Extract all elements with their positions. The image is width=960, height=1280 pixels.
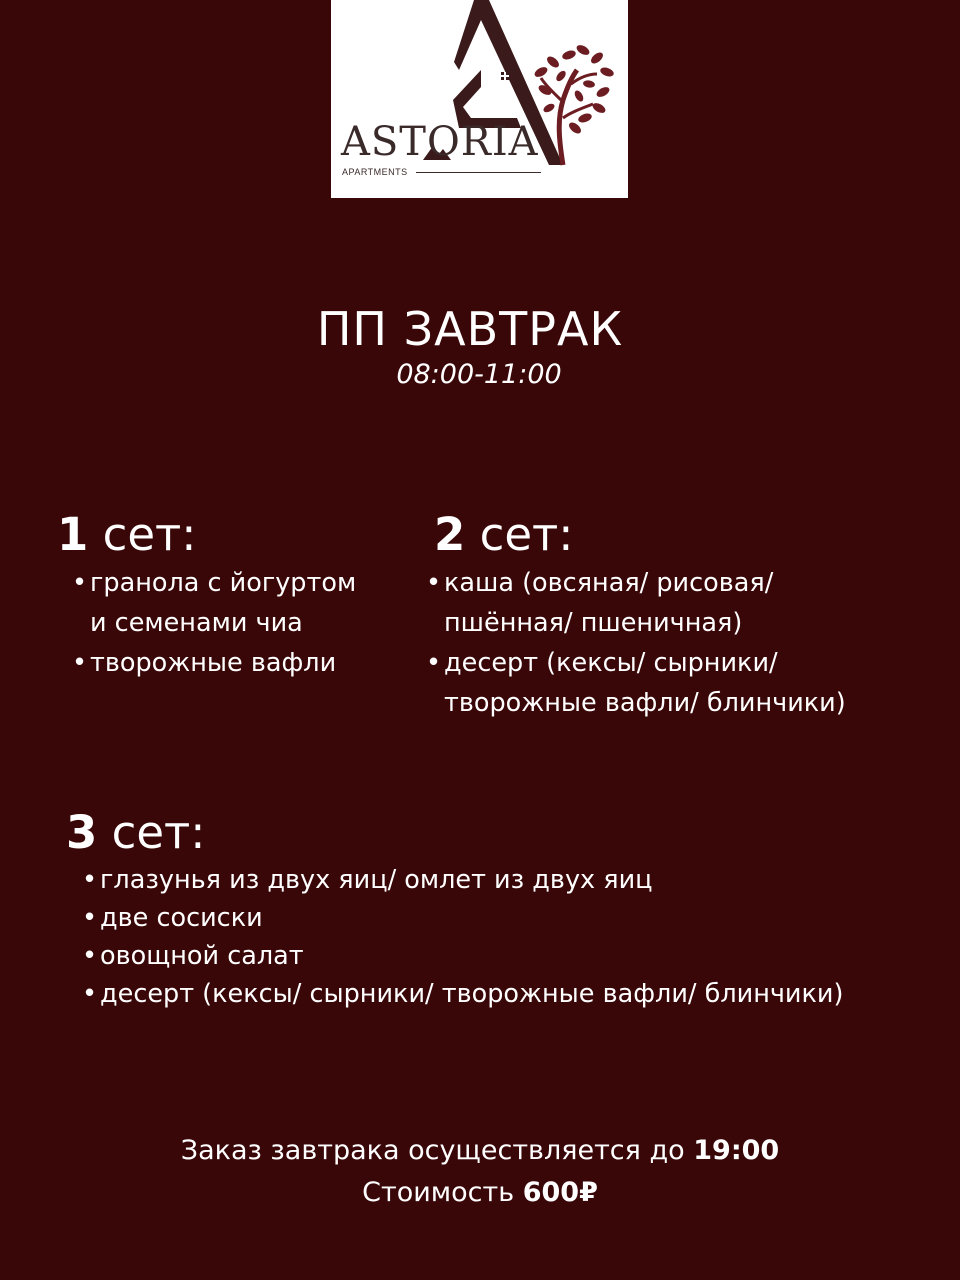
bullet-icon: • (82, 979, 98, 1009)
price-label: Стоимость (362, 1177, 515, 1208)
order-time: 19:00 (693, 1135, 780, 1166)
price (0, 1179, 960, 1206)
bullet-icon: • (82, 941, 98, 971)
order-text: Заказ завтрака осуществляется до (180, 1135, 685, 1166)
list-item (80, 975, 950, 1013)
set-number: 1 (57, 508, 89, 561)
logo-name: ASTORIA (341, 119, 539, 165)
item-text: гранола с йогуртом и семенами чиа (90, 568, 357, 638)
order-deadline (0, 1137, 960, 1164)
list-item (424, 563, 944, 643)
set-label: сет: (479, 508, 574, 561)
logo (331, 0, 628, 198)
set-2-heading (434, 508, 574, 561)
item-text: глазунья из двух яиц/ омлет из двух яиц (100, 865, 653, 895)
logo-subtitle: APARTMENTS (342, 167, 408, 177)
set-1-items (70, 563, 410, 683)
set-number: 2 (434, 508, 466, 561)
bullet-icon: • (426, 568, 442, 598)
logo-underline (416, 172, 541, 173)
breakfast-hours: 08:00-11:00 (396, 359, 562, 390)
bullet-icon: • (426, 648, 442, 678)
list-item (424, 643, 944, 723)
set-number: 3 (66, 806, 98, 859)
set-3-heading (66, 806, 206, 859)
set-2-items (424, 563, 944, 723)
item-text: две сосиски (100, 903, 263, 933)
item-text: овощной салат (100, 941, 304, 971)
page-title: ПП ЗАВТРАК (316, 302, 624, 356)
set-label: сет: (111, 806, 206, 859)
item-text: творожные вафли (90, 648, 337, 678)
price-value: 600₽ (522, 1177, 598, 1208)
bullet-icon: • (72, 568, 88, 598)
item-text: десерт (кексы/ сырники/ творожные вафли/ блинчики) (100, 979, 844, 1009)
list-item (80, 861, 950, 899)
set-label: сет: (102, 508, 197, 561)
set-1-heading (57, 508, 197, 561)
item-text: десерт (кексы/ сырники/ творожные вафли/ блинчики) (444, 648, 846, 718)
list-item (80, 937, 950, 975)
item-text: каша (овсяная/ рисовая/ пшённая/ пшеничная) (444, 568, 774, 638)
list-item (70, 643, 410, 683)
bullet-icon: • (82, 903, 98, 933)
set-3-items (80, 861, 950, 1013)
list-item (70, 563, 410, 643)
list-item (80, 899, 950, 937)
bullet-icon: • (82, 865, 98, 895)
bullet-icon: • (72, 648, 88, 678)
